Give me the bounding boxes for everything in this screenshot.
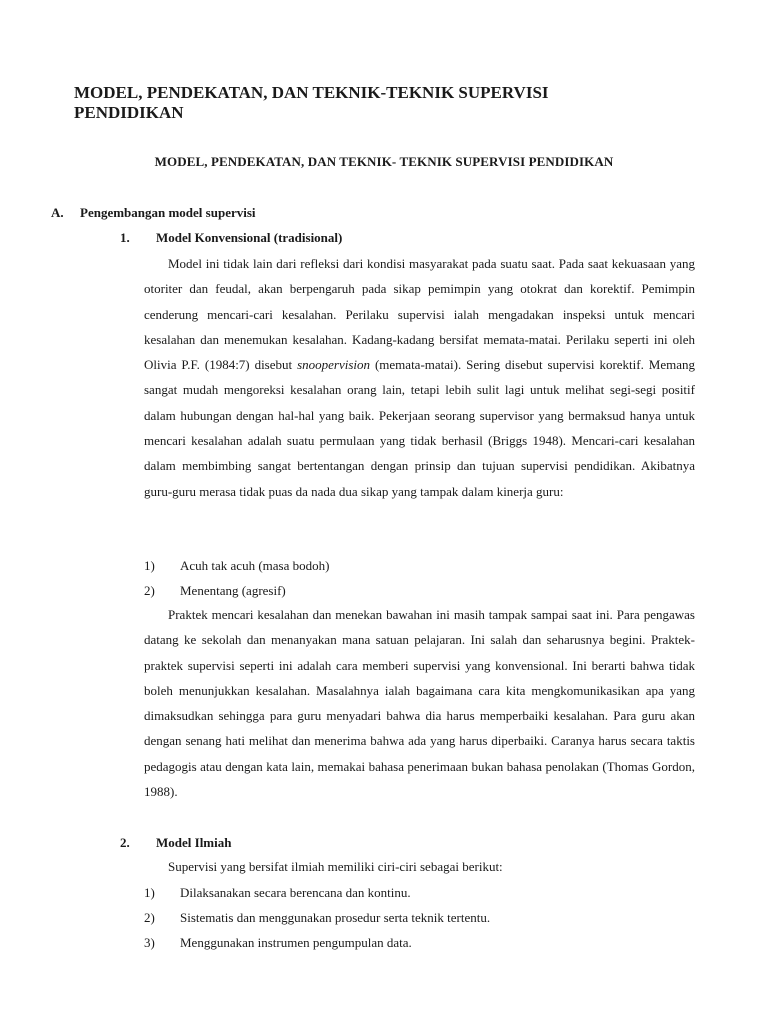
paragraph-1-text-b: (memata-matai). Sering disebut supervisi korektif. Memang sangat mudah mengoreksi kesalahan orang lain, tetapi lebih sulit lagi untuk melihat segi-segi positif dalam hubungan dengan hal-hal yang baik. Pekerjaan seorang supervisor yang bermaksud hanya untuk mencari kesalahan adalah suatu permulaan yang tidak berhasil (Briggs 1948). Mencari-cari kesalahan dalam membimbing sangat bertentangan dengan prinsip dan tujuan supervisi pendidikan. Akibatnya guru-guru merasa tidak puas da nada dua sikap yang tampak dalam kinerja guru:	[144, 357, 695, 499]
list-item-text: Sistematis dan menggunakan prosedur serta teknik tertentu.	[180, 910, 491, 925]
list-item-number: 1)	[144, 885, 155, 900]
item-1-title: Model Konvensional (tradisional)	[156, 230, 343, 245]
item-2-number: 2.	[120, 835, 130, 850]
list-item-text: Menentang (agresif)	[180, 583, 286, 598]
list-item-text: Acuh tak acuh (masa bodoh)	[180, 558, 330, 573]
section-a-label: A.	[51, 205, 64, 220]
list-item-text: Menggunakan instrumen pengumpulan data.	[180, 935, 412, 950]
section-a-title: Pengembangan model supervisi	[80, 205, 256, 220]
item-1-number: 1.	[120, 230, 130, 245]
document-subtitle: MODEL, PENDEKATAN, DAN TEKNIK- TEKNIK SUPERVISI PENDIDIKAN	[154, 154, 614, 169]
item-2-title: Model Ilmiah	[156, 835, 232, 850]
document-title: MODEL, PENDEKATAN, DAN TEKNIK-TEKNIK SUPERVISI PENDIDIKAN	[74, 83, 549, 122]
paragraph-1-italic-term: snoopervision	[297, 357, 371, 373]
item-1-paragraph-1	[144, 251, 695, 504]
list-item-number: 2)	[144, 583, 155, 598]
item-1-paragraph-2: Praktek mencari kesalahan dan menekan bawahan ini masih tampak sampai saat ini. Para pengawas datang ke sekolah dan menanyakan mana satuan pelajaran. Ini salah dan seharusnya begini. Praktek-praktek supervisi seperti ini adalah cara memberi supervisi yang konvensional. Ini berarti bahwa tidak boleh menunjukkan kesalahan. Masalahnya ialah bagaimana cara kita mengkomunikasikan apa yang dimaksudkan sehingga para guru menyadari bahwa dia harus memperbaiki kesalahan. Para guru akan dengan senang hati melihat dan menerima bahwa ada yang harus diperbaiki. Caranya harus secara taktis pedagogis atau dengan kata lain, memakai bahasa penerimaan bukan bahasa penolakan (Thomas Gordon, 1988).	[144, 607, 695, 800]
list-item-number: 1)	[144, 558, 155, 573]
list-item-number: 2)	[144, 910, 155, 925]
paragraph-1-text-a: Model ini tidak lain dari refleksi dari kondisi masyarakat pada suatu saat. Pada saat kekuasaan yang otoriter dan feudal, akan berpengaruh pada sikap pemimpin yang otokrat dan korektif. Pemimpin cenderung mencari-cari kesalahan. Perilaku supervisi ialah mengadakan inspeksi untuk mencari kesalahan dan menemukan kesalahan. Kadang-kadang bersifat memata-matai. Perilaku seperti ini oleh Olivia P.F. (1984:7) disebut	[144, 256, 695, 373]
list-item-text: Dilaksanakan secara berencana dan kontinu.	[180, 885, 411, 900]
item-2-intro: Supervisi yang bersifat ilmiah memiliki ciri-ciri sebagai berikut:	[168, 859, 503, 874]
list-item-number: 3)	[144, 935, 155, 950]
